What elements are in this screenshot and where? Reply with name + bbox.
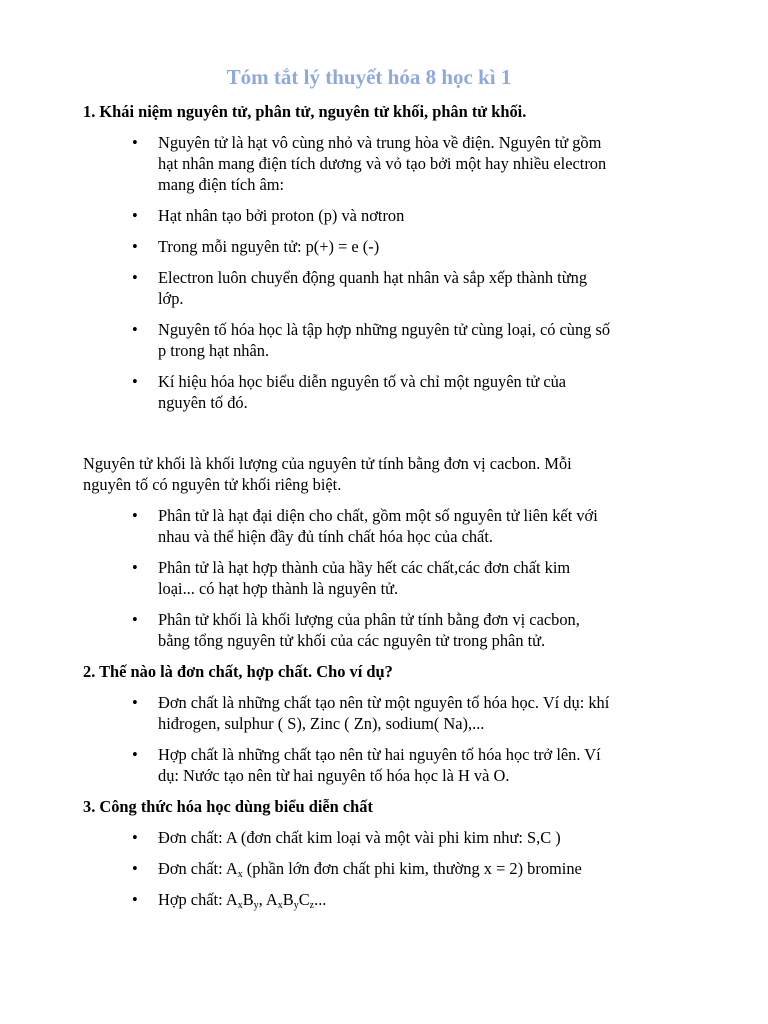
list-item-line: Kí hiệu hóa học biểu diễn nguyên tố và chỉ một nguyên tử của xyxy=(158,372,567,391)
bullet-icon: • xyxy=(132,610,138,629)
bullet-icon: • xyxy=(132,372,138,391)
list-item-line: dụ: Nước tạo nên từ hai nguyên tố hóa học là H và O. xyxy=(158,766,510,785)
formula-symbol: B xyxy=(282,890,294,909)
bullet-icon: • xyxy=(132,268,138,287)
section-1-heading: 1. Khái niệm nguyên tử, phân tử, nguyên tử khối, phân tử khối. xyxy=(83,102,527,121)
list-item-line: nguyên tố đó. xyxy=(158,393,248,412)
molecule-bullet-list xyxy=(83,505,683,651)
bullet-icon: • xyxy=(132,693,138,712)
paragraph-line: nguyên tố có nguyên tử khối riêng biệt. xyxy=(83,475,342,494)
formula-symbol: A xyxy=(265,890,278,909)
bullet-icon: • xyxy=(132,558,138,577)
subscript: x xyxy=(277,900,283,911)
bullet-icon: • xyxy=(132,745,138,764)
list-item-line: loại... có hạt hợp thành là nguyên tử. xyxy=(158,579,399,598)
section-3-heading: 3. Công thức hóa học dùng biểu diễn chất xyxy=(83,797,373,816)
list-item xyxy=(83,858,683,879)
subscript: x xyxy=(237,900,243,911)
bullet-icon: • xyxy=(132,859,138,878)
paragraph-line: Nguyên tử khối là khối lượng của nguyên tử tính bằng đơn vị cacbon. Mỗi xyxy=(83,454,572,473)
bullet-icon: • xyxy=(132,506,138,525)
subscript: y xyxy=(253,900,259,911)
list-item xyxy=(83,744,683,786)
list-item xyxy=(83,371,683,413)
list-item-line: mang điện tích âm: xyxy=(158,175,285,194)
list-item-line: Nguyên tố hóa học là tập hợp những nguyên tử cùng loại, có cùng số xyxy=(158,320,611,339)
list-item-line: Phân tử khối là khối lượng của phân tử tính bằng đơn vị cacbon, xyxy=(158,610,580,629)
list-item xyxy=(83,236,683,257)
document-title: Tóm tắt lý thuyết hóa 8 học kì 1 xyxy=(226,65,512,89)
list-item-line: Trong mỗi nguyên tử: p(+) = e (-) xyxy=(158,237,380,256)
section-2-heading: 2. Thế nào là đơn chất, hợp chất. Cho ví dụ? xyxy=(83,662,393,681)
formula-prefix: Hợp chất: xyxy=(158,890,226,909)
formula-separator: , xyxy=(258,890,266,909)
document-page xyxy=(83,62,683,910)
formula-suffix: ... xyxy=(314,890,327,909)
list-item-line: Electron luôn chuyển động quanh hạt nhân và sắp xếp thành từng xyxy=(158,268,588,287)
list-item-line: Phân tử là hạt hợp thành của hầy hết các chất,các đơn chất kim xyxy=(158,558,571,577)
bullet-icon: • xyxy=(132,133,138,152)
list-item-line: Hợp chất là những chất tạo nên từ hai nguyên tố hóa học trở lên. Ví xyxy=(158,745,601,764)
list-item xyxy=(83,889,683,910)
section-1-bullet-list xyxy=(83,132,683,413)
bullet-icon: • xyxy=(132,206,138,225)
list-item-line: lớp. xyxy=(158,289,184,308)
list-item-line: Đơn chất là những chất tạo nên từ một nguyên tố hóa học. Ví dụ: khí xyxy=(158,693,610,712)
list-item-line: Phân tử là hạt đại diện cho chất, gồm một số nguyên tử liên kết với xyxy=(158,506,598,525)
list-item-line: bằng tổng nguyên tử khối của các nguyên tử trong phân tử. xyxy=(158,631,546,650)
section-3-bullet-list xyxy=(83,827,683,910)
list-item-line: Hạt nhân tạo bởi proton (p) và nơtron xyxy=(158,206,405,225)
section-2-bullet-list xyxy=(83,692,683,786)
list-item-line: Đơn chất: A (đơn chất kim loại và một vài phi kim như: S,C ) xyxy=(158,828,561,847)
bullet-icon: • xyxy=(132,828,138,847)
subscript: x xyxy=(237,869,243,880)
bullet-icon: • xyxy=(132,890,138,909)
formula-symbol: A xyxy=(225,890,238,909)
subscript: y xyxy=(293,900,299,911)
bullet-icon: • xyxy=(132,237,138,256)
subscript: z xyxy=(309,900,315,911)
list-item xyxy=(83,267,683,309)
list-item xyxy=(83,827,683,848)
list-item xyxy=(83,205,683,226)
formula-symbol: C xyxy=(298,890,310,909)
list-item xyxy=(83,609,683,651)
list-item xyxy=(83,505,683,547)
list-item xyxy=(83,132,683,195)
list-item-line: nhau và thể hiện đầy đủ tính chất hóa học của chất. xyxy=(158,527,493,546)
list-item-line: Nguyên tử là hạt vô cùng nhỏ và trung hòa về điện. Nguyên tử gồm xyxy=(158,133,602,152)
formula-prefix: Đơn chất: A xyxy=(158,859,238,878)
list-item-line: hiđrogen, sulphur ( S), Zinc ( Zn), sodium( Na),... xyxy=(158,714,485,733)
formula-suffix: (phần lớn đơn chất phi kim, thường x = 2) bromine xyxy=(242,859,582,878)
list-item xyxy=(83,319,683,361)
list-item xyxy=(83,692,683,734)
bullet-icon: • xyxy=(132,320,138,339)
formula-symbol: B xyxy=(242,890,254,909)
list-item xyxy=(83,557,683,599)
atomic-mass-paragraph xyxy=(83,453,683,495)
list-item-line: hạt nhân mang điện tích dương và vỏ tạo bởi một hay nhiều electron xyxy=(158,154,607,173)
list-item-line: p trong hạt nhân. xyxy=(158,341,270,360)
